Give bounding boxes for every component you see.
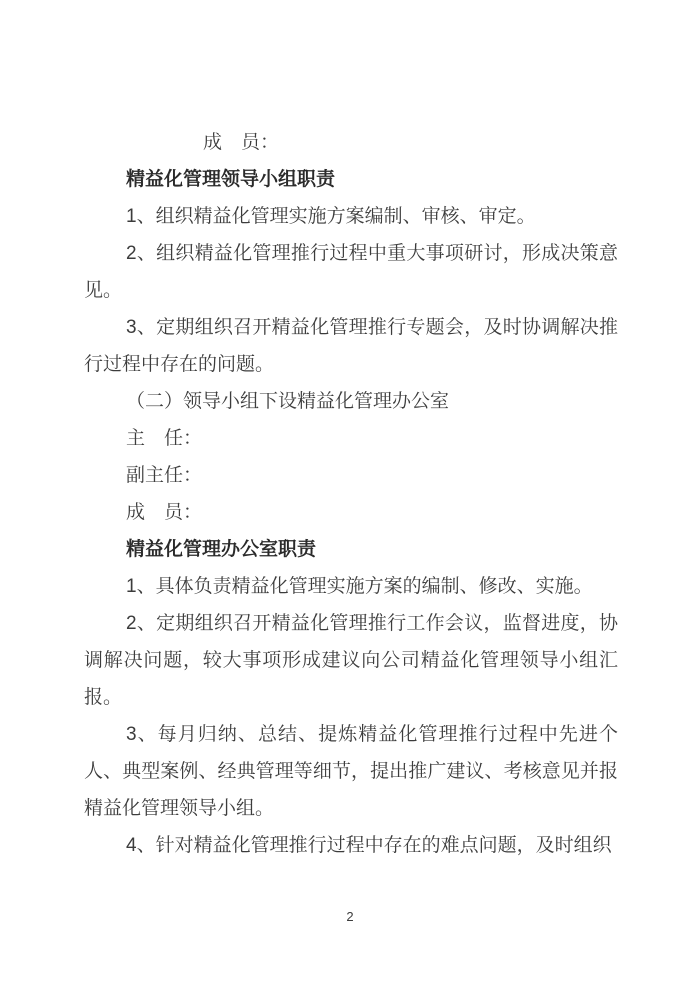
heading-office-duties: 精益化管理办公室职责 — [126, 539, 317, 560]
leadership-duty-item-2: 2、组织精益化管理推行过程中重大事项研讨，形成决策意见。 — [84, 243, 618, 301]
leadership-duty-item-1: 1、组织精益化管理实施方案编制、审核、审定。 — [126, 206, 536, 227]
director-label-line: 主 任： — [126, 428, 203, 449]
member-label-line: 成 员： — [203, 132, 280, 153]
page-number: 2 — [346, 909, 354, 924]
office-duty-item-2: 2、定期组织召开精益化管理推行工作会议，监督进度，协调解决问题，较大事项形成建议向公司精益化管理领导小组汇报。 — [84, 613, 618, 708]
office-duty-item-3: 3、每月归纳、总结、提炼精益化管理推行过程中先进个人、典型案例、经典管理等细节，提出推广建议、考核意见并报精益化管理领导小组。 — [84, 724, 618, 819]
office-member-label-line: 成 员： — [126, 502, 203, 523]
document-body — [84, 124, 618, 864]
section-two-office-line: （二）领导小组下设精益化管理办公室 — [126, 391, 450, 412]
heading-leadership-group-duties: 精益化管理领导小组职责 — [126, 169, 336, 190]
office-duty-item-4: 4、针对精益化管理推行过程中存在的难点问题，及时组织 — [126, 835, 612, 856]
deputy-director-label-line: 副主任： — [126, 465, 203, 486]
leadership-duty-item-3: 3、定期组织召开精益化管理推行专题会，及时协调解决推行过程中存在的问题。 — [84, 317, 618, 375]
office-duty-item-1: 1、具体负责精益化管理实施方案的编制、修改、实施。 — [126, 576, 593, 597]
